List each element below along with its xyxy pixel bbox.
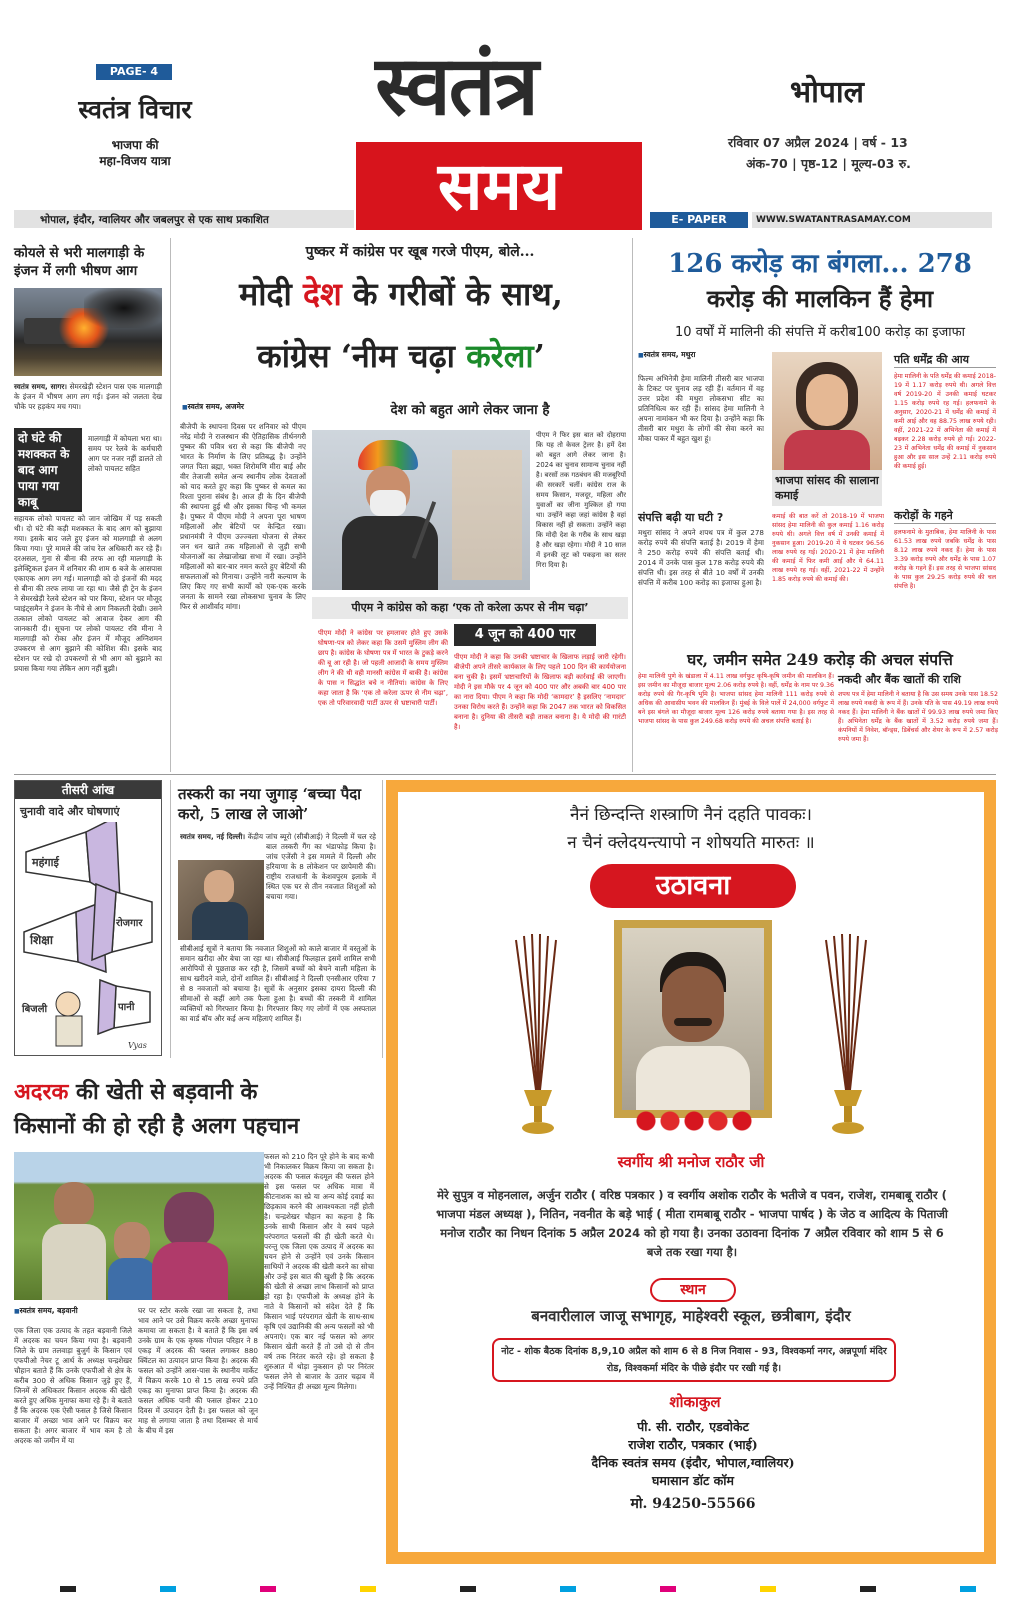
hema-headline-line1: 126 करोड़ का बंगला... 278 bbox=[668, 249, 972, 279]
registration-mark bbox=[60, 1586, 76, 1592]
ginger-col3: फसल को 210 दिन पूरे होने के बाद कभी भी निकालकर विक्रय किया जा सकता है। अदरक की फसल कंदमूल की फसल होने से इस फसल पर अधिक मात्रा में कीटनाशक का स्प्रे या अन्य कोई दवाई का छिड़काव करने की आवश्यकता नहीं होती है। चन्द्रशेखर चौहान का कहना है कि उनके साथी किसान और वे स्वयं पहले परंपरागत फसलों की ही खेती करते थे। परन्तु एक जिला एक उत्पाद में अदरक का चयन होने से उन्होंने एवं उनके किसान साथियों ने अदरक की खेती करने का सोचा और उन्हें इस बात की खुशी है कि अदरक की खेती से अच्छा लाभ किसानों को प्राप्त हो रहा है। एफपीओ के अध्यक्ष होने के नाते वे किसानों को संदेश देते हैं कि किसान भाई परंपरागत खेती के साथ-साथ कृषि एवं उद्यानिकी की अन्य फसलों को भी अपनाएं। एक बार नई फसल को अगर किसान खेती करते हैं तो उसे दो से तीन वर्ष तक निरंतर करते रहे। हो सकता है शुरुआत में थोड़ा नुकसान हो पर निरंतर फसल लेने से बाजार के उतार चढ़ाव में उन्हें निश्चित ही अच्छा मूल्य मिलेगा। bbox=[264, 1152, 374, 1391]
cartoon-word2: शिक्षा bbox=[30, 933, 53, 947]
mourners-label: शोकाकुल bbox=[669, 1393, 721, 1411]
hema-headline-line2: करोड़ की मालकिन हैं हेमा bbox=[706, 284, 934, 313]
modi-hl-5: करेला bbox=[466, 337, 534, 375]
modi-hl-3: के गरीबों के साथ, bbox=[341, 275, 563, 313]
cartoon-word4: बिजली bbox=[22, 1004, 48, 1015]
cartoon-word5: पानी bbox=[118, 1002, 135, 1013]
train-side-text: मालगाड़ी में कोयला भरा था। समय पर रेलवे के कर्मचारी आग पर नजर नहीं डालते तो लोको पायलट सहित bbox=[88, 434, 162, 473]
cartoon-title: तीसरी आंख bbox=[15, 781, 161, 799]
registration-mark bbox=[460, 1586, 476, 1592]
modi-box2: पीएम मोदी ने कहा कि उनकी भ्रष्टाचार के खिलाफ लड़ाई जारी रहेगी। बीजेपी अपने तीसरे कार्यकाल के लिए पहले 100 दिन की कार्ययोजना बना चुकी है। इसमें भ्रष्टाचारियों के खिलाफ बड़ी कार्रवाई की जाएगी। मोदी ने इस मौके पर 4 जून को 400 पार और अबकी बार 400 पार का नारा दिया। पीएम ने कहा कि मोदी ‘कामदार’ है इसलिए ‘नामदार’ उनका विरोध करते हैं। उन्होंने कहा कि 2047 तक भारत को विकसित बनाना है। दुनिया की तीसरी बड़ी ताकत बनाना है। ये मोदी की गारंटी है। bbox=[454, 653, 626, 731]
issue-line: अंक-70 | पृष्ठ-12 | मूल्य-03 रु. bbox=[746, 156, 911, 171]
modi-hl-4: कांग्रेस ‘नीम चढ़ा bbox=[257, 337, 467, 375]
section-title: स्वतंत्र विचार bbox=[78, 95, 192, 124]
logo-line2: समय bbox=[437, 147, 561, 225]
published-from: भोपाल, इंदौर, ग्वालियर और जबलपुर से एक साथ प्रकाशित bbox=[40, 214, 269, 226]
modi-subhead: देश को बहुत आगे लेकर जाना है bbox=[390, 402, 550, 418]
obituary-title: उठावना bbox=[590, 864, 796, 908]
date-line: रविवार 07 अप्रैल 2024 | वर्ष - 13 bbox=[728, 135, 908, 150]
registration-mark bbox=[160, 1586, 176, 1592]
hema-jewel-head: करोड़ों के गहने bbox=[894, 508, 996, 524]
page-label: PAGE- 4 bbox=[96, 64, 172, 80]
hema-salary-text: कमाई की बात करें तो 2018-19 में भाजपा सांसद हेमा मालिनी की कुल कमाई 1.16 करोड़ रुपये थी। अगले वित्त वर्ष में उनकी कमाई में नुकसान हुआ। 2019-20 में ये घटकर 96.56 लाख रुपये रह गई। 2020-21 में हेमा मालिनी की कमाई में फिर कमी आई और ये 64.11 लाख रुपये रह गई। वहीं, 2021-22 में उन्होंने 1.85 करोड़ रुपये की कमाई की। bbox=[772, 513, 884, 583]
modi-hl-1: मोदी bbox=[239, 275, 303, 313]
section-tag-line2: महा-विजय यात्रा bbox=[99, 154, 171, 168]
modi-headline-line1 bbox=[176, 272, 626, 316]
incense-right-icon bbox=[818, 930, 878, 1140]
train-pullquote: दो घंटे की मशक्कत के बाद आग पाया गया काबू bbox=[18, 431, 70, 509]
city-name: भोपाल bbox=[790, 75, 865, 110]
registration-mark bbox=[860, 1586, 876, 1592]
ginger-col1: एक जिला एक उत्पाद के तहत बड़वानी जिले में अदरक का चयन किया गया है। बड़वानी जिले के ग्राम तलवाड़ा बुजुर्ग के किसान एवं एफपीओ नेचर टू आर्थ के अध्यक्ष चन्द्रशेखर चौहान बताते हैं कि उनके एफपीओ से क्षेत्र के करीब 300 से अधिक किसान जुड़े हुए हैं, जिनमें से अधिकतर किसान अदरक की खेती करते हुए अधिक मुनाफा कमा रहे हैं। वे बताते हैं कि अदरक एक ऐसी फसल है जिसे किसान बाजार में अच्छा भाव आने पर विक्रय कर सकता है। अगर बाजार में भाव कम है तो अदरक को जमीन में या bbox=[14, 1326, 132, 1445]
hema-cash-text: शपथ पत्र में हेमा मालिनी ने बताया है कि उस समय उनके पास 18.52 लाख रुपये नकदी के रूप में हैं। उनके पति के पास 49.19 लाख रुपये नकद हैं। हेमा मालिनी ने बैंक खातों में 99.93 लाख रुपये जमा किए हैं। अभिनेता धर्मेंद्र के बैंक खातों में 3.52 करोड़ रुपये जमा हैं। कंपनियों में निवेश, बॉन्ड्स, डिबेंचर्स और शेयर के रूप में 2.57 करोड़ रुपये जमा हैं। bbox=[838, 691, 998, 743]
modi-hl-2: देश bbox=[302, 275, 342, 313]
cartoon-word3: रोजगार bbox=[116, 918, 143, 929]
cartoon-caption: चुनावी वादे और घोषणाएं bbox=[20, 805, 120, 818]
website-link[interactable]: WWW.SWATANTRASAMAY.COM bbox=[752, 212, 992, 228]
rose-garland bbox=[634, 1106, 754, 1136]
modi-kicker: पुष्कर में कांग्रेस पर खूब गरजे पीएम, बोले... bbox=[305, 244, 535, 260]
shloka-line1: नैनं छिन्दन्ति शस्त्राणि नैनं दहति पावकः। bbox=[570, 805, 812, 825]
obituary-text: मेरे सुपुत्र व मोहनलाल, अर्जुन राठौर ( वरिष्ठ पत्रकार ) व स्वर्गीय अशोक राठौर के भतीजे व पवन, राजेश, रामबाबू राठौर ( भाजपा मंडल अध्यक्ष ), नितिन, नवनीत के बड़े भाई ( मीता रामबाबू राठौर - भाजपा पार्षद ) के जेठ व आदित्य के पिताजी मनोज राठौर का निधन दिनांक 5 अप्रैल 2024 को हो गया है। उनका उठावना दिनांक 7 अप्रैल रविवार को शाम 5 से 6 बजे तक रखा गया है। bbox=[436, 1188, 948, 1259]
train-headline: कोयले से भरी मालगाड़ी के इंजन में लगी भीषण आग bbox=[14, 245, 145, 279]
modi-col2: पीएम ने फिर इस बात को दोहराया कि यह तो केवल ट्रेलर है। हमें देश को बहुत आगे लेकर जाना है। 2024 का चुनाव सामान्य चुनाव नहीं है। बरसों तक गठबंधन की मजबूरियों की सरकारें चलीं। कांग्रेस राज के समय किसान, मजदूर, महिला और युवाओं का जीना मुश्किल हो गया था। उन्होंने कहा जहां कांग्रेस है वहां विकास नहीं हो सकता। उन्होंने कहा कि मोदी देश के गरीब के साथ खड़ा है और खड़ा रहेगा। मोदी ने 10 साल में इनकी लूट को पकड़ना का सतर गिरा दिया है। bbox=[536, 431, 626, 569]
hema-husband-head: पति धर्मेंद्र की आय bbox=[894, 352, 996, 368]
ginger-hl-2: की खेती से बड़वानी के bbox=[68, 1079, 258, 1105]
ginger-photo bbox=[14, 1152, 264, 1300]
train-photo bbox=[14, 288, 162, 376]
child-text2: सीबीआई सूत्रों ने बताया कि नवजात शिशुओं को काले बाजार में वस्तुओं के समान खरीदा और बेचा जा रहा था। सीबीआई फिलहाल इसमें शामिल सभी आरोपियों से पूछताछ कर रही है, जिसमें बच्चों को बेचने वाली महिला के साथ खरीदने वाले, दोनों शामिल हैं। सीबीआई ने दिल्ली एनसीआर एरिया 7 से 8 नवजातों को बचाया है। सूत्रों के अनुसार इसका दायरा दिल्ली की सीमाओं से कहीं आगे तक फैला हुआ है। बच्चों की तस्करी में शामिल व्यक्तियों को गिरफ्तार किया है। गिरफ्तार किए गए लोगों में एक अस्पताल का वार्ड बॉय और कई अन्य महिलाएं शामिल हैं। bbox=[180, 944, 376, 1023]
hema-dateline: ■ स्वतंत्र समय, मथुरा bbox=[638, 350, 778, 360]
venue-label: स्थान bbox=[650, 1278, 736, 1302]
hema-col1b: मथुरा सांसद ने अपने शपथ पत्र में कुल 278 करोड़ रुपये की संपत्ति बताई है। 2019 में हेमा ने 250 करोड़ रुपये की संपत्ति बताई थी। 2014 में उनके पास कुल 178 करोड़ रुपये की संपत्ति थी। इस तरह से बीते 10 वर्षों में उनकी संपत्ति में करीब 100 करोड़ का इजाफा हुआ है। bbox=[638, 528, 764, 587]
hema-land-text: हेमा मालिनी पुणे के खंडाला में 4.11 लाख वर्गफुट कृषि-कृषि जमीन की मालकिन हैं। इस जमीन का मौजूदा बाजार मूल्य 2.06 करोड़ रुपये है। वहीं, धर्मेंद्र के नाम पर 9.36 करोड़ रुपये की गैर-कृषि भूमि है। भाजपा सांसद हेमा मालिनी 111 करोड़ रुपये से अधिक की आवासीय भवन की मालकिन हैं। मुंबई के विले पार्ले में 24,000 वर्गफुट में बने इस बंगले का मौजूदा बाजार मूल्य 126 करोड़ रुपये बताया गया है। इस तरह से भाजपा सांसद के पास कुल 249.68 करोड़ रुपये की अचल संपत्ति बताई है। bbox=[638, 673, 834, 725]
hema-subhead: 10 वर्षों में मालिनी की संपत्ति में करीब100 करोड़ का इजाफा bbox=[675, 325, 965, 340]
train-dateline: स्वतंत्र समय, सागर। bbox=[14, 382, 67, 391]
ginger-headline-line1 bbox=[14, 1076, 374, 1106]
modi-box1: पीएम मोदी ने कांग्रेस पर हमलावर होते हुए उसके घोषणा-पत्र को लेकर कहा कि उसमें मुस्लिम लीग की छाप है। कांग्रेस के घोषणा पत्र में भारत के टुकड़े करने की बू आ रही है। जो पहली आजादी के समय मुस्लिम लीग ने की थी वही मानसी कांग्रेस में बाकी है। कांग्रेस के पास न सिद्धांत बचे न नीतियां। कांग्रेस के लिए कहा जाता है कि ‘एक तो करेला ऊपर से नीम चढ़ा’, एक तो परिवारवादी पार्टी ऊपर से भ्रष्टाचारी पार्टी। bbox=[318, 629, 448, 707]
registration-mark bbox=[260, 1586, 276, 1592]
deceased-name: स्वर्गीय श्री मनोज राठौर जी bbox=[617, 1153, 765, 1171]
cartoon-word1: महंगाई bbox=[32, 856, 59, 869]
registration-mark bbox=[560, 1586, 576, 1592]
registration-mark bbox=[360, 1586, 376, 1592]
epaper-label[interactable]: E- PAPER bbox=[650, 212, 748, 228]
shloka-line2: न चैनं क्लेदयन्त्यापो न शोषयति मारुतः ॥ bbox=[567, 833, 815, 853]
modi-caption: पीएम ने कांग्रेस को कहा ‘एक तो करेला ऊपर से नीम चढ़ा’ bbox=[312, 597, 628, 619]
incense-left-icon bbox=[508, 930, 568, 1140]
hema-land-head: घर, जमीन समेत 249 करोड़ की अचल संपत्ति bbox=[687, 650, 953, 669]
portrait-frame bbox=[614, 920, 772, 1118]
mourning-note: नोट - शोक बैठक दिनांक 8,9,10 अप्रैल को शाम 6 से 8 निज निवास - 93, विश्वकर्मा नगर, अन्नपूर्णा मंदिर रोड, विश्वकर्मा मंदिर के पीछे इंदौर पर रखी गई है। bbox=[492, 1338, 896, 1382]
registration-mark bbox=[760, 1586, 776, 1592]
modi-photo bbox=[312, 430, 530, 590]
hema-photo bbox=[772, 352, 882, 470]
cartoon-drawing bbox=[16, 822, 160, 1052]
mourner-4: घमासान डॉट कॉम bbox=[652, 1473, 734, 1488]
child-dateline: स्वतंत्र समय, नई दिल्ली। bbox=[180, 832, 246, 841]
venue-text: बनवारीलाल जाजू सभागृह, माहेश्वरी स्कूल, छत्रीबाग, इंदौर bbox=[531, 1307, 851, 1325]
train-body: सहायक लोको पायलट को जान जोखिम में पड़ सकती थी। दो घंटे की कड़ी मशक्कत के बाद आग को बुझाया गया। इसके बाद जले हुए इंजन को मालगाड़ी से अलग किया गया। पूरे मामले की जांच रेल अधिकारी कर रहे हैं। दरअसल, गुना से बीना की तरफ आ रही मालगाड़ी के इलेक्ट्रिकल इंजन में शनिवार की शाम 6 बजे के आसपास एकाएक आग लग गई। मालगाड़ी को दो इंजनों की मदद से बीना की तरफ लाया जा रहा था। जैसे ही ट्रेन के इंजन ने सेमरखेड़ी रेलवे स्टेशन को पार किया, स्टेशन पर मौजूद प्वाइंट्समैन ने इंजन के नीचे से आग निकलती देखी। उसने तत्काल लोको पायलट को आवाज देकर आग की जानकारी दी। सूचना पर लोको पायलट रवि मीना ने मालगाड़ी को रोका और इंजन में मौजूद अग्निशमन उपकरण से आग बुझाने की कोशिश की। इसके बाद स्टेशन पर रखे दो उपकरणों से भी आग को बुझाने का प्रयास किया गया लेकिन आग नहीं बुझी। bbox=[14, 514, 162, 673]
mourner-1: पी. सी. राठौर, एडवोकेट bbox=[637, 1419, 749, 1434]
ginger-headline-line2: किसानों की हो रही है अलग पहचान bbox=[14, 1113, 300, 1139]
hema-col1: फिल्म अभिनेत्री हेमा मालिनी तीसरी बार भाजपा के टिकट पर चुनाव लड़ रही हैं। वर्तमान में वह उत्तर प्रदेश की मथुरा लोकसभा सीट का प्रतिनिधित्व कर रही हैं। सांसद हेमा मालिनी ने अपना नामांकन भी कर दिया है। उन्होंने कहा कि तीसरी बार मथुरा के लोगों की सेवा करने का मौका पाकर मैं बहुत खुश हूं। bbox=[638, 374, 764, 443]
hema-photo-caption: भाजपा सांसद की सालाना कमाई bbox=[772, 470, 882, 506]
child-headline: तस्करी का नया जुगाड़ ‘बच्चा पैदा करो, 5 लाख ले जाओ’ bbox=[178, 785, 362, 823]
mourner-phone: मो. 94250-55566 bbox=[630, 1496, 756, 1512]
ginger-hl-1: अदरक bbox=[14, 1079, 69, 1105]
modi-dateline: ■ स्वतंत्र समय, अजमेर bbox=[182, 402, 322, 412]
voter-figure bbox=[56, 992, 82, 1046]
modi-col1: बीजेपी के स्थापना दिवस पर शनिवार को पीएम नरेंद्र मोदी ने राजस्थान की ऐतिहासिक तीर्थनगरी पुष्कर की पवित्र धरा से कहा कि बीजेपी नए भारत के निर्माण के लिए प्रतिबद्ध है। उन्होंने जगत पिता ब्रह्मा, भक्त शिरोमणि मीरा बाई और वीर तेजाजी समेत अन्य स्थानीय लोक देवताओं को याद करते हुए कहा कि पुष्कर से कमल का रिश्ता पुराना संबंध है। आज ही के दिन बीजेपी की स्थापना हुई थी और इसका चिन्ह भी कमल है। पुष्कर में पीएम मोदी ने अपना पूरा भाषण महिलाओं और बेटियों पर केन्द्रित रखा। प्रधानमंत्री ने पीएम उज्ज्वला योजना से लेकर जन धन खाते तक महिलाओं से जुड़ी सभी योजनाओं का लेखाजोखा सभा में रखा। उन्होंने महिलाओं को बार-बार नमन करते हुए बेटियों की सफलताओं को गिनाया। उन्होंने नारी कल्याण के लिए किए गए सभी कार्यों को एक-एक करके जनता के सामने रखा लोकसभा चुनाव के लिए फिर से आशीर्वाद मांगा। bbox=[180, 422, 306, 611]
hema-husband-text: हेमा मालिनी के पति धर्मेंद्र की कमाई 2018-19 में 1.17 करोड़ रुपये थी। अगले वित्त वर्ष 2019-20 में उनकी कमाई घटकर 1.15 करोड़ रुपये रह गई। हलफनामे के अनुसार, 2020-21 में धर्मेंद्र की कमाई में कमी आई और वह 88.75 लाख रुपये रही। वहीं, 2021-22 में अभिनेता की कमाई में बढ़कर 2.28 करोड़ रुपये हो गई। 2022-23 में अभिनेता धर्मेंद्र की कमाई में नुकसान हुआ और इस साल उन्हें 2.11 करोड़ रुपये की कमाई हुई। bbox=[894, 373, 996, 470]
child-text1-body: केंद्रीय जांच ब्यूरो (सीबीआई) ने दिल्ली में चल रहे बाल तस्करी गैंग का भंडाफोड़ किया है। जांच एजेंसी ने इस मामले में दिल्ली और हरियाणा के 8 लोकेशन पर छापेमारी की। राष्ट्रीय राजधानी के केशवपुरम इलाके में स्थित एक घर से तीन नवजात शिशुओं को बचाया गया। bbox=[247, 832, 376, 901]
train-intro-text: सेमरखेड़ी स्टेशन पास एक मालगाड़ी के इंजन में भीषण आग लग गई। इंजन को जलता देख चौके पर हड़कंप मच गया। bbox=[14, 382, 162, 411]
cartoon-signature: Vyas bbox=[128, 1041, 147, 1050]
modi-box2-title: 4 जून को 400 पार bbox=[454, 624, 596, 646]
section-tag-line1: भाजपा की bbox=[111, 138, 159, 152]
hema-cash-head: नकदी और बैंक खातों की राशि bbox=[838, 673, 961, 686]
train-intro bbox=[14, 382, 162, 412]
ginger-col2: घर पर स्टोर करके रखा जा सकता है, तथा भाव आने पर उसे विक्रय करके अच्छा मुनाफा कमाया जा सकता है। वे बताते हैं कि इस वर्ष उनके ग्राम के एक कृषक गोपाल परिहार ने 8 एकड़ में अदरक की फसल लगाकर 880 क्विंटल का उत्पादन प्राप्त किया है। अदरक की फसल को उन्होंने आस-पास के स्थानीय मार्केट में विक्रय करके 10 से 15 लाख रुपये प्रति एकड़ का मुनाफा प्राप्त किया है। अदरक की फसल अधिक पानी की फसल होकर 210 दिवस में उत्पादन देती है। इस फसल को जून माह से लगाया जाता है तथा दिसम्बर से मार्च के बीच में इस bbox=[138, 1306, 258, 1435]
modi-headline-line2 bbox=[176, 334, 626, 378]
hema-jewel-text: हलफनामे के मुताबिक, हेमा मालिनी के पास 61.53 लाख रुपये जबकि धर्मेंद्र के पास 8.12 लाख रुपये नकद हैं। हेमा के पास 3.39 करोड़ रुपये और धर्मेंद्र के पास 1.07 करोड़ के गहने हैं। इस तरह से भाजपा सांसद के पास कुल 29.25 करोड़ रुपये की चल संपत्ति है। bbox=[894, 529, 996, 590]
modi-hl-6: ’ bbox=[533, 337, 545, 375]
ginger-dateline: ■ स्वतंत्र समय, बड़वानी bbox=[14, 1306, 154, 1316]
logo-line1: स्वतंत्र bbox=[375, 38, 537, 134]
registration-mark bbox=[660, 1586, 676, 1592]
hema-sub1: संपत्ति बढ़ी या घटी ? bbox=[638, 511, 724, 524]
mourner-3: दैनिक स्वतंत्र समय (इंदौर, भोपाल,ग्वालियर) bbox=[591, 1455, 795, 1470]
mourner-2: राजेश राठौर, पत्रकार (भाई) bbox=[628, 1437, 758, 1452]
registration-mark bbox=[960, 1586, 976, 1592]
child-text1 bbox=[180, 832, 376, 942]
